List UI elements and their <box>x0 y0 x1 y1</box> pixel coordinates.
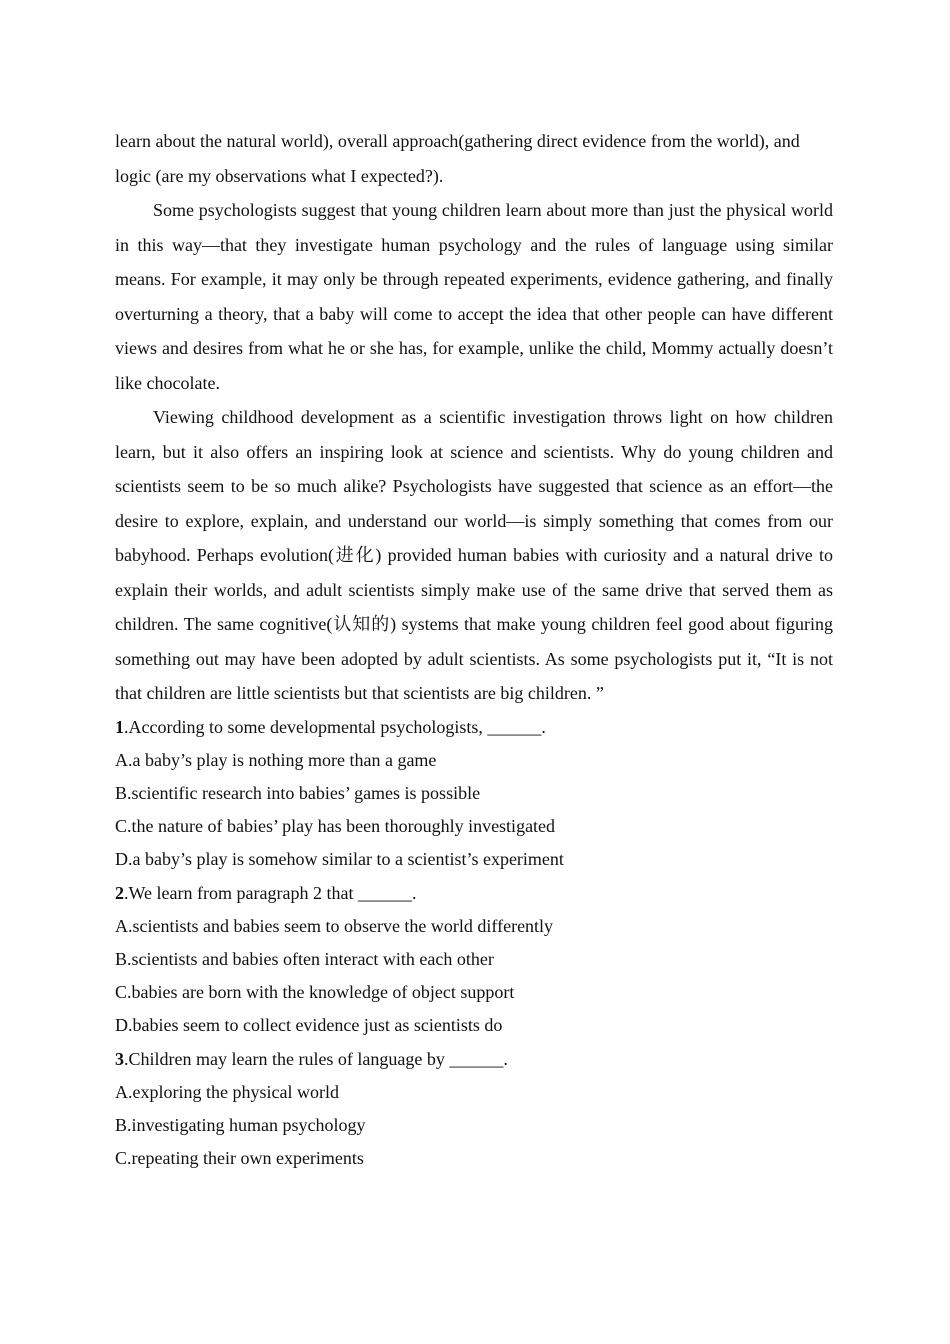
question-number: 3 <box>115 1048 124 1069</box>
paragraph-continuation: learn about the natural world), overall approach(gathering direct evidence from the world), and logic (are my observations what I expected?). <box>115 131 800 186</box>
question-1 <box>115 711 833 877</box>
question-stem <box>115 711 833 744</box>
option-a: A.exploring the physical world <box>115 1081 339 1102</box>
question-stem <box>115 877 833 910</box>
question-text: .Children may learn the rules of language by ______. <box>124 1048 508 1069</box>
option-b: B.scientific research into babies’ games is possible <box>115 782 481 803</box>
option-c: C.babies are born with the knowledge of object support <box>115 982 515 1003</box>
question-2 <box>115 877 833 1043</box>
question-text: .We learn from paragraph 2 that ______. <box>124 882 417 903</box>
option-d: D.babies seem to collect evidence just as scientists do <box>115 1015 503 1036</box>
option-d: D.a baby’s play is somehow similar to a scientist’s experiment <box>115 849 564 870</box>
question-3 <box>115 1043 833 1176</box>
question-text: .According to some developmental psychologists, ______. <box>124 716 546 737</box>
option-b: B.investigating human psychology <box>115 1114 366 1135</box>
document-body <box>115 124 833 1175</box>
option-a: A.scientists and babies seem to observe the world differently <box>115 915 554 936</box>
question-number: 1 <box>115 716 124 737</box>
paragraph-3: Viewing childhood development as a scientific investigation throws light on how children learn, but it also offers an inspiring look at science and scientists. Why do young children and scientists seem to be so much alike? Psychologists have suggested that science as an effort—the desire to explore, explain, and understand our world—is simply something that comes from our babyhood. Perhaps evolution(进化) provided human babies with curiosity and a natural drive to explain their worlds, and adult scientists simply make use of the same drive that served them as children. The same cognitive(认知的) systems that make young children feel good about figuring something out may have been adopted by adult scientists. As some psychologists put it, “It is not that children are little scientists but that scientists are big children. ” <box>115 407 833 703</box>
option-a: A.a baby’s play is nothing more than a game <box>115 749 437 770</box>
option-c: C.the nature of babies’ play has been thoroughly investigated <box>115 816 556 837</box>
option-b: B.scientists and babies often interact with each other <box>115 948 494 969</box>
option-c: C.repeating their own experiments <box>115 1148 364 1169</box>
paragraph-2: Some psychologists suggest that young children learn about more than just the physical world in this way—that they investigate human psychology and the rules of language using similar means. For example, it may only be through repeated experiments, evidence gathering, and finally overturning a theory, that a baby will come to accept the idea that other people can have different views and desires from what he or she has, for example, unlike the child, Mommy actually doesn’t like chocolate. <box>115 200 833 393</box>
question-number: 2 <box>115 882 124 903</box>
question-stem <box>115 1043 833 1076</box>
